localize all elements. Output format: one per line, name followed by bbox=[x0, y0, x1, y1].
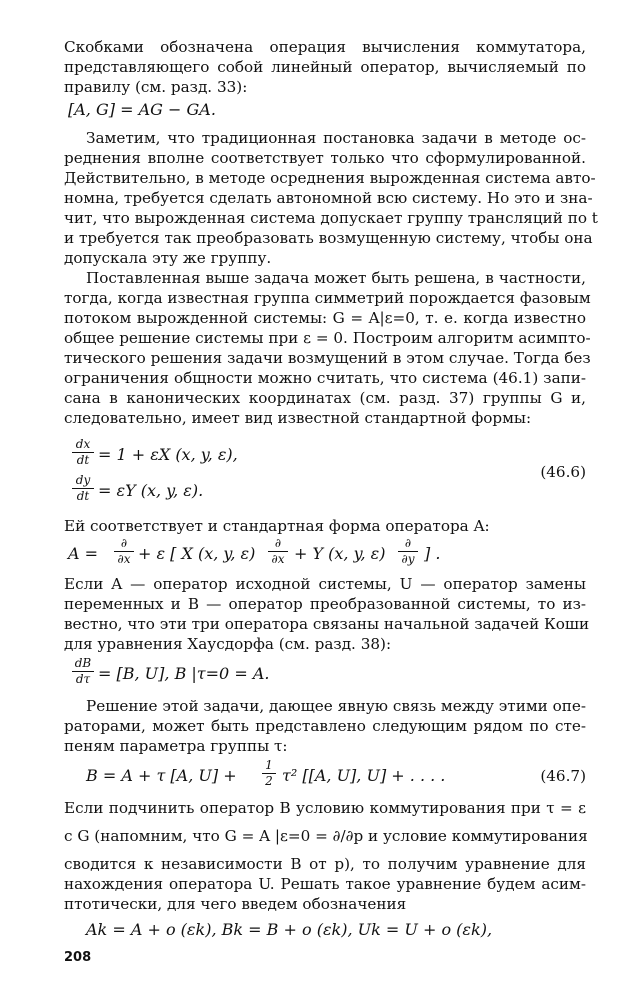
equation-hausdorff: = [B, U], B |τ=0 = A. bbox=[98, 664, 270, 683]
fraction-d-dx: ∂ ∂x bbox=[114, 537, 134, 566]
text-line: допускала эту же группу. bbox=[64, 249, 272, 267]
text-line: чит, что вырожденная система допускает группу трансляций по t bbox=[64, 209, 598, 227]
fraction-db-dtau: dB dτ bbox=[72, 657, 94, 686]
text-line: Решение этой задачи, дающее явную связь между этими опе- bbox=[86, 697, 586, 715]
text-line: Если A — оператор исходной системы, U — оператор замены bbox=[64, 575, 586, 593]
text-line: реднения вполне соответствует только что сформулированной. bbox=[64, 149, 586, 167]
page-number: 208 bbox=[64, 950, 92, 965]
operator-a-lhs: A = bbox=[68, 544, 99, 563]
text-line: нахождения оператора U. Решать такое уравнение будем асим- bbox=[64, 875, 586, 893]
fraction-dy-dt: dy dt bbox=[72, 474, 94, 503]
equation-number-46-6: (46.6) bbox=[540, 463, 586, 481]
text-line: общее решение системы при ε = 0. Построим алгоритм асимпто- bbox=[64, 329, 591, 347]
fraction-one-half: 1 2 bbox=[262, 759, 276, 788]
text-line: пеням параметра группы τ: bbox=[64, 737, 288, 755]
operator-a-end: ] . bbox=[424, 544, 441, 563]
text-line: следовательно, имеет вид известной стандартной формы: bbox=[64, 409, 532, 427]
text-line: сана в канонических координатах (см. разд. 37) группы G и, bbox=[64, 389, 586, 407]
equation-46-6-line1: = 1 + εX (x, y, ε), bbox=[98, 445, 238, 464]
text-line: Скобками обозначена операция вычисления коммутатора, bbox=[64, 38, 586, 56]
text-line: с G (напомним, что G = A |ε=0 = ∂/∂p и условие коммутирования bbox=[64, 827, 588, 845]
text-line: ограничения общности можно считать, что система (46.1) запи- bbox=[64, 369, 586, 387]
text-line: представляющего собой линейный оператор, вычисляемый по bbox=[64, 58, 586, 76]
text-line: Ей соответствует и стандартная форма оператора A: bbox=[64, 517, 490, 535]
fraction-d-dx-2: ∂ ∂x bbox=[268, 537, 288, 566]
equation-notation: Ak = A + o (εk), Bk = B + o (εk), Uk = U + o (εk), bbox=[86, 920, 493, 939]
text-line: для уравнения Хаусдорфа (см. разд. 38): bbox=[64, 635, 392, 653]
equation-number-46-7: (46.7) bbox=[540, 767, 586, 785]
fraction-d-dy: ∂ ∂y bbox=[398, 537, 418, 566]
text-line: вестно, что эти три оператора связаны начальной задачей Коши bbox=[64, 615, 590, 633]
text-line: Поставленная выше задача может быть решена, в частности, bbox=[86, 269, 586, 287]
text-line: номна, требуется сделать автономной всю систему. Но это и зна- bbox=[64, 189, 593, 207]
text-line: тогда, когда известная группа симметрий порождается фазовым bbox=[64, 289, 591, 307]
text-line: тического решения задачи возмущений в этом случае. Тогда без bbox=[64, 349, 591, 367]
text-line: переменных и B — оператор преобразованной системы, то из- bbox=[64, 595, 586, 613]
equation-46-7-left: B = A + τ [A, U] + bbox=[86, 766, 237, 785]
text-line: Действительно, в методе осреднения вырожденная система авто- bbox=[64, 169, 596, 187]
text-line: правилу (см. разд. 33): bbox=[64, 78, 248, 96]
operator-a-middle-2: + Y (x, y, ε) bbox=[294, 544, 386, 563]
text-line: потоком вырожденной системы: G = A|ε=0, т. е. когда известно bbox=[64, 309, 586, 327]
text-line: и требуется так преобразовать возмущенную систему, чтобы она bbox=[64, 229, 593, 247]
equation-46-6-line2: = εY (x, y, ε). bbox=[98, 481, 204, 500]
fraction-dx-dt: dx dt bbox=[72, 438, 94, 467]
text-line: птотически, для чего введем обозначения bbox=[64, 895, 407, 913]
text-line: раторами, может быть представлено следующим рядом по сте- bbox=[64, 717, 586, 735]
operator-a-middle: + ε [ X (x, y, ε) bbox=[138, 544, 256, 563]
equation-46-7-right: τ² [[A, U], U] + . . . . bbox=[282, 766, 446, 785]
formula-commutator: [A, G] = AG − GA. bbox=[68, 100, 216, 119]
text-line: Заметим, что традиционная постановка задачи в методе ос- bbox=[86, 129, 586, 147]
text-line: сводится к независимости B от p), то получим уравнение для bbox=[64, 855, 586, 873]
text-line: Если подчинить оператор B условию коммутирования при τ = ε bbox=[64, 799, 586, 817]
